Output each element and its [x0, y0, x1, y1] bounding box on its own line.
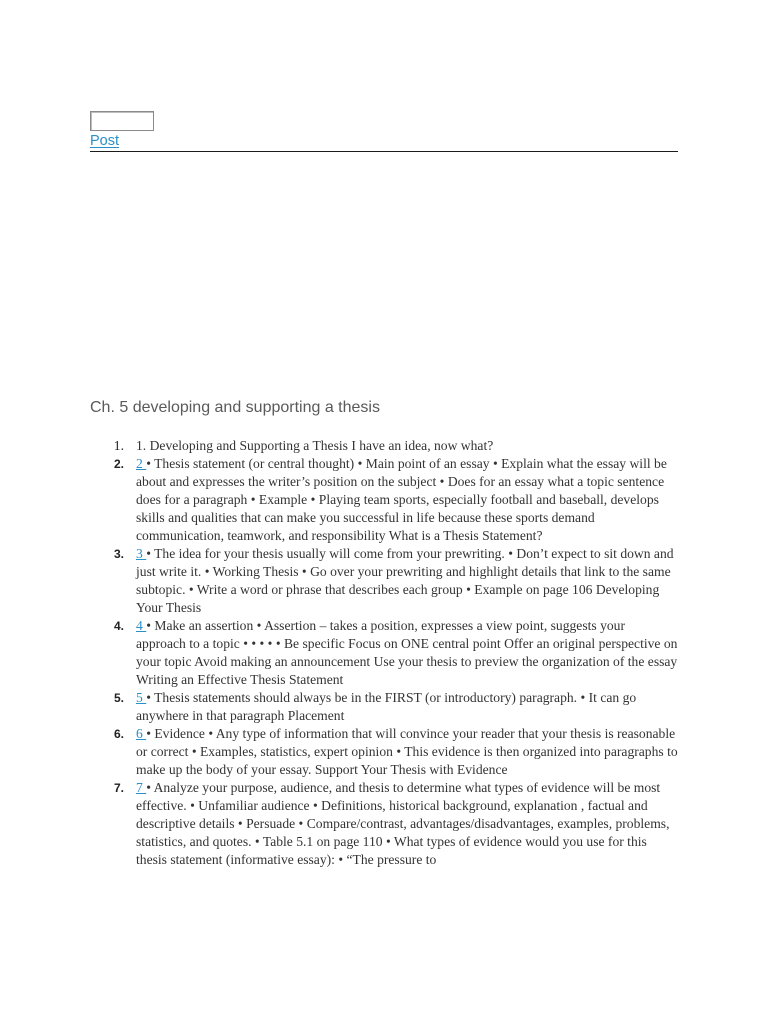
slide-item	[90, 545, 678, 617]
slide-link-5[interactable]: 5	[136, 690, 147, 705]
slide-number: 3.	[113, 547, 124, 561]
document-title: Ch. 5 developing and supporting a thesis	[90, 399, 380, 416]
slide-text: • The idea for your thesis usually will come from your prewriting. • Don’t expect to sit down and just write it. • Working Thesis • Go over your prewriting and highlight details that link to the same subtopic. • Write a word or phrase that describes each group • Example on page 106 Developing Your Thesis	[136, 546, 674, 615]
slide-item	[90, 437, 678, 455]
slide-link-6[interactable]: 6	[136, 726, 147, 741]
slide-text: • Evidence • Any type of information that will convince your reader that your thesis is reasonable or correct • Examples, statistics, expert opinion • This evidence is then organized into paragraphs to make up the body of your essay. Support Your Thesis with Evidence	[136, 726, 678, 777]
slide-link-7[interactable]: 7	[136, 780, 147, 795]
slide-item	[90, 689, 678, 725]
slide-link-4[interactable]: 4	[136, 618, 147, 633]
slide-link-2[interactable]: 2	[136, 456, 147, 471]
slide-list	[90, 437, 678, 869]
slide-link-3[interactable]: 3	[136, 546, 147, 561]
slide-number: 2.	[113, 457, 124, 471]
slide-item	[90, 617, 678, 689]
slide-text: • Thesis statement (or central thought) • Main point of an essay • Explain what the essay will be about and expresses the writer’s position on the subject • Does for an essay what a topic sentence does for a paragraph • Example • Playing team sports, especially football and baseball, develops skills and qualities that can make you successful in life because these sports demand communication, teamwork, and responsibility What is a Thesis Statement?	[136, 456, 667, 543]
slide-text: • Thesis statements should always be in the FIRST (or introductory) paragraph. • It can go anywhere in that paragraph Placement	[136, 690, 637, 723]
horizontal-divider	[90, 151, 678, 152]
post-link[interactable]: Post	[90, 133, 120, 149]
slide-text: 1. Developing and Supporting a Thesis I have an idea, now what?	[136, 438, 494, 453]
slide-number: 7.	[113, 781, 124, 795]
post-input-box[interactable]	[90, 111, 154, 131]
slide-text: • Make an assertion • Assertion – takes a position, expresses a view point, suggests your approach to a topic • • • • • Be specific Focus on ONE central point Offer an original perspective on your topic Avoid making an announcement Use your thesis to preview the organization of the essay Writing an Effective Thesis Statement	[136, 618, 678, 687]
slide-number: 1.	[113, 438, 124, 453]
slide-text: • Analyze your purpose, audience, and thesis to determine what types of evidence will be most effective. • Unfamiliar audience • Definitions, historical background, explanation , factual and descriptive details • Persuade • Compare/contrast, advantages/disadvantages, examples, problems, statistics, and quotes. • Table 5.1 on page 110 • What types of evidence would you use for this thesis statement (informative essay): • “The pressure to	[136, 780, 670, 867]
slide-item	[90, 725, 678, 779]
slide-number: 6.	[113, 727, 124, 741]
slide-item	[90, 779, 678, 869]
slide-number: 4.	[113, 619, 124, 633]
slide-number: 5.	[113, 691, 124, 705]
slide-item	[90, 455, 678, 545]
